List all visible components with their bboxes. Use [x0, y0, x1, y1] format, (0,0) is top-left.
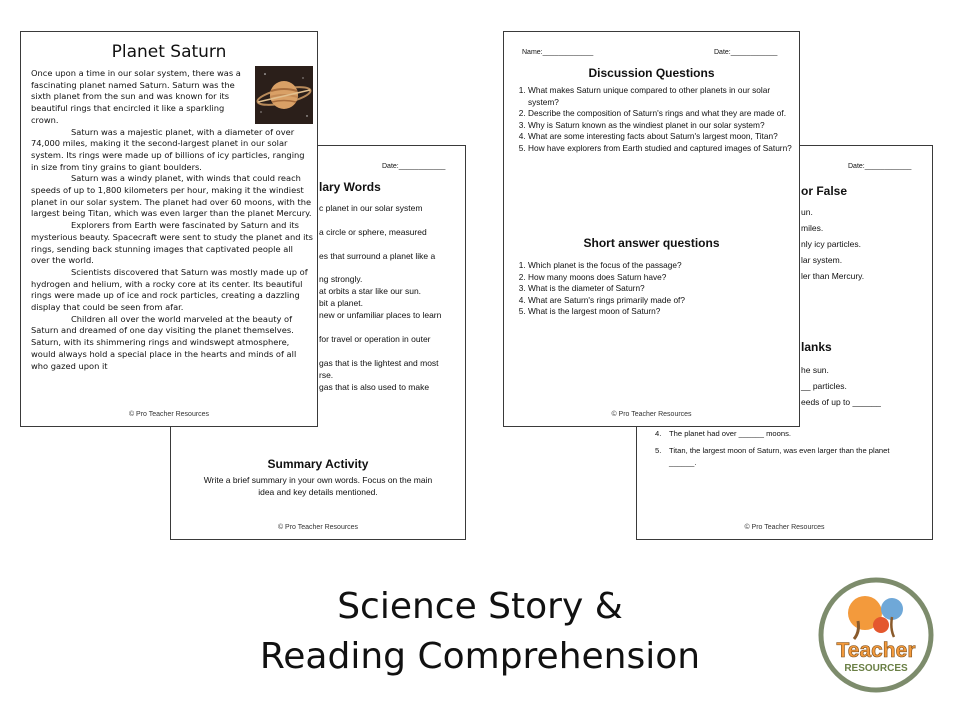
vocab-definition-1: c planet in our solar system: [319, 203, 423, 213]
page-footer: © Pro Teacher Resources: [128, 411, 210, 418]
blank-item-5: 5. Titan, the largest moon of Saturn, was even larger than the planet ______.: [655, 446, 890, 467]
questions-page: [503, 31, 800, 427]
name-label: Name:_____________: [522, 49, 594, 56]
discussion-question-1: 1. What makes Saturn unique compared to other planets in our solar system?: [528, 85, 798, 108]
page-footer: © Pro Teacher Resources: [744, 524, 825, 531]
short-answer-list: [504, 260, 798, 318]
story-paragraph-4: Explorers from Earth were fascinated by Saturn and its mysterious beauty. Spacecraft were sent to study the planet and its rings, sending back stunning images that captivated people all over the world.: [31, 220, 314, 266]
blank-item-3: eeds of up to ______: [801, 397, 881, 407]
story-page: [20, 31, 318, 427]
vocab-definition-2: a circle or sphere, measured: [319, 227, 427, 237]
tf-statement-5: ler than Mercury.: [801, 271, 865, 281]
short-question-2: 2. How many moons does Saturn have?: [528, 272, 798, 284]
vocab-definition-8: for travel or operation in outer: [319, 334, 431, 344]
story-paragraph-3: Saturn was a windy planet, with winds that could reach speeds of up to 1,800 kilometers per hour, making it the windiest planet in our solar system. The planet had over 60 moons, with the largest being Titan, which was even larger than the planet Mercury.: [31, 173, 312, 219]
vocab-definition-5: at orbits a star like our sun.: [319, 286, 422, 296]
short-question-1: 1. Which planet is the focus of the passage?: [528, 260, 798, 272]
tf-statement-1: un.: [801, 207, 813, 217]
vocab-definition-6: bit a planet.: [319, 298, 363, 308]
true-false-title: or False: [801, 184, 848, 198]
short-question-5: 5. What is the largest moon of Saturn?: [528, 306, 798, 318]
discussion-questions-title: Discussion Questions: [588, 66, 715, 80]
banner-title-line-2: Reading Comprehension: [259, 636, 701, 677]
date-label: Date:____________: [848, 163, 912, 170]
discussion-question-2: 2. Describe the composition of Saturn's rings and what they are made of.: [528, 108, 798, 120]
story-paragraph-5: Scientists discovered that Saturn was mostly made up of hydrogen and helium, with a rocky core at its center. Its beautiful rings were made up of ice and rock particles, creating a dazzling display that could be seen from afar.: [31, 266, 308, 313]
discussion-question-4: 4. What are some interesting facts about Saturn's largest moon, Titan?: [528, 131, 798, 143]
vocab-definition-11: gas that is also used to make: [319, 382, 430, 392]
short-question-4: 4. What are Saturn's rings primarily made of?: [528, 295, 798, 307]
discussion-questions-list: [504, 85, 798, 155]
tf-statement-3: nly icy particles.: [801, 239, 861, 249]
saturn-icon: [255, 66, 313, 124]
blank-item-4: 4. The planet had over ______ moons.: [655, 429, 792, 438]
vocab-definition-9: gas that is the lightest and most: [319, 358, 439, 368]
story-paragraph-2: Saturn was a majestic planet, with a diameter of over 74,000 miles, making it the second-largest planet in our solar system. Its rings were made up of billions of icy particles, ranging in size from tiny grains to giant boulders.: [31, 126, 305, 172]
page-footer: © Pro Teacher Resources: [611, 411, 692, 418]
story-paragraph-1: Once upon a time in our solar system, there was a fascinating planet named Saturn. Saturn was the sixth planet from the sun and was known for its beautiful rings that encircled it like a sparkling crown.: [31, 68, 241, 125]
summary-activity-title: Summary Activity: [267, 457, 369, 471]
vocabulary-title: lary Words: [319, 180, 381, 194]
page-footer: © Pro Teacher Resources: [277, 524, 359, 531]
short-answer-title: Short answer questions: [583, 236, 720, 250]
fill-blanks-title: lanks: [801, 340, 832, 354]
story-title: Planet Saturn: [111, 42, 227, 62]
vocab-definition-7: new or unfamiliar places to learn: [319, 310, 442, 320]
tf-statement-2: miles.: [801, 223, 824, 233]
teacher-resources-logo: [818, 577, 934, 693]
logo-word-resources: RESOURCES: [844, 663, 908, 674]
blank-item-2: __ particles.: [801, 381, 847, 391]
blank-item-1: he sun.: [801, 365, 829, 375]
vocab-definition-3: es that surround a planet like a: [319, 251, 436, 261]
story-text: [31, 68, 313, 372]
short-question-3: 3. What is the diameter of Saturn?: [528, 283, 798, 295]
blank-items-list: [655, 428, 917, 469]
discussion-question-5: 5. How have explorers from Earth studied and captured images of Saturn?: [528, 143, 798, 155]
date-label: Date:____________: [382, 163, 446, 170]
logo-word-teacher: Teacher: [836, 639, 916, 662]
date-label: Date:____________: [714, 49, 778, 56]
story-paragraph-6: Children all over the world marveled at the beauty of Saturn and dreamed of one day visiting the planet themselves. Saturn, with its shimmering rings and windswept atmosphere, would always hold a special place in the hearts and minds of all who gazed upon it: [31, 313, 297, 371]
discussion-question-3: 3. Why is Saturn known as the windiest planet in our solar system?: [528, 120, 798, 132]
vocab-definition-10: rse.: [319, 370, 334, 380]
summary-instructions: Write a brief summary in your own words. Focus on the main idea and key details mentioned.: [203, 475, 433, 497]
banner-title-line-1: Science Story &: [337, 586, 623, 627]
vocab-definition-4: ng strongly.: [319, 274, 363, 284]
tf-statement-4: lar system.: [801, 255, 843, 265]
